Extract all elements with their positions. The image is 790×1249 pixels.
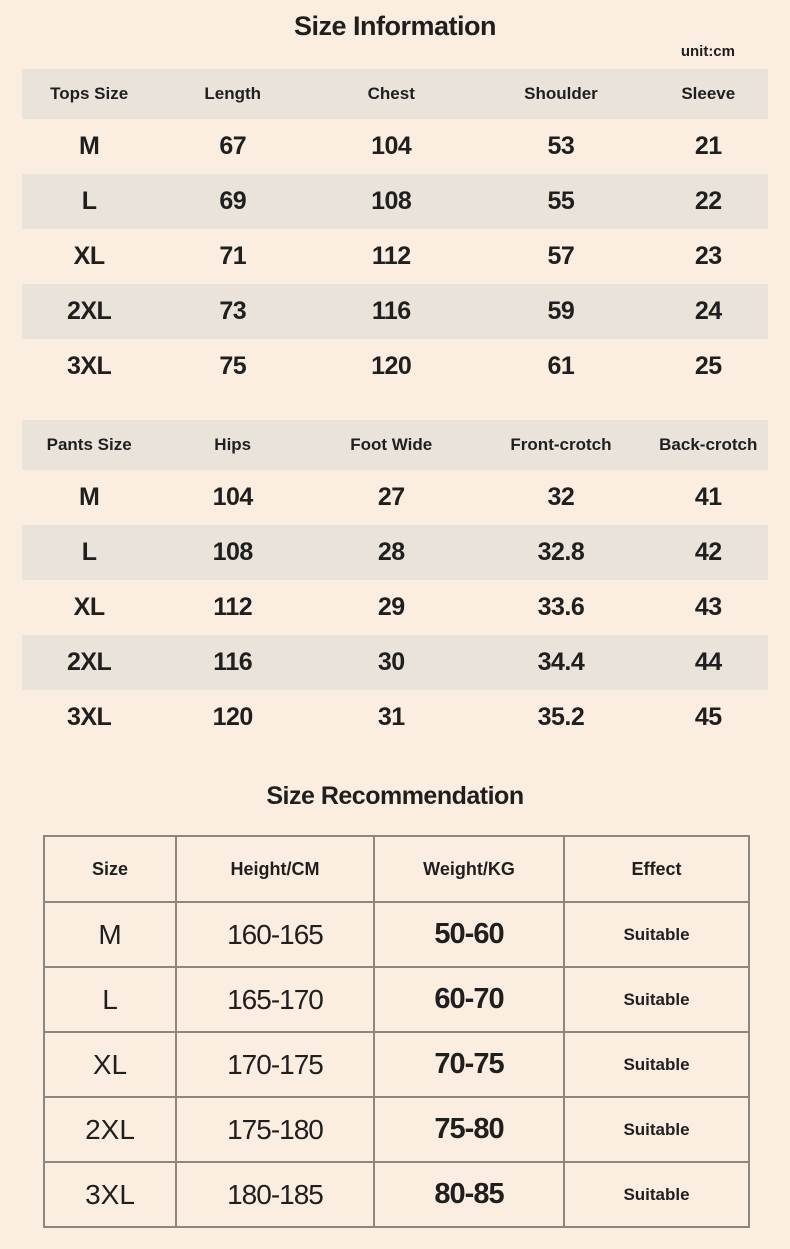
rec-header-size: Size: [44, 836, 176, 902]
value-cell: 112: [213, 593, 253, 622]
pants-header-size: Pants Size: [46, 435, 132, 455]
effect-cell: Suitable: [564, 1097, 749, 1162]
size-cell: XL: [73, 242, 105, 271]
size-cell: XL: [73, 593, 105, 622]
value-cell: 53: [547, 132, 575, 161]
weight-cell: 70-75: [374, 1032, 564, 1097]
rec-header-height: Height/CM: [176, 836, 374, 902]
value-cell: 61: [547, 352, 575, 381]
tops-header-length: Length: [204, 84, 262, 104]
value-cell: 55: [547, 187, 575, 216]
tops-header-sleeve: Sleeve: [681, 84, 736, 104]
value-cell: 22: [694, 187, 722, 216]
value-cell: 42: [694, 538, 722, 567]
tops-row-3xl: [22, 339, 768, 394]
value-cell: 28: [377, 538, 405, 567]
value-cell: 120: [371, 352, 412, 381]
size-cell: L: [81, 187, 97, 216]
size-cell: 3XL: [66, 703, 112, 732]
value-cell: 73: [219, 297, 247, 326]
value-cell: 30: [377, 648, 405, 677]
pants-header-hips: Hips: [214, 435, 252, 455]
value-cell: 104: [371, 132, 412, 161]
pants-row-3xl: [22, 690, 768, 745]
value-cell: 32: [547, 483, 575, 512]
recommendation-table: [43, 835, 750, 1228]
rec-row-2xl: [44, 1097, 749, 1162]
size-cell: M: [44, 902, 176, 967]
value-cell: 116: [371, 297, 411, 326]
height-cell: 180-185: [176, 1162, 374, 1227]
weight-cell: 50-60: [374, 902, 564, 967]
value-cell: 21: [694, 132, 722, 161]
size-recommendation-title: Size Recommendation: [266, 782, 524, 811]
effect-cell: Suitable: [564, 1162, 749, 1227]
rec-row-l: [44, 967, 749, 1032]
tops-row-l: [22, 174, 768, 229]
pants-row-m: [22, 470, 768, 525]
size-cell: 2XL: [66, 297, 112, 326]
value-cell: 67: [219, 132, 247, 161]
value-cell: 75: [219, 352, 247, 381]
size-cell: 3XL: [66, 352, 112, 381]
value-cell: 32.8: [537, 538, 585, 567]
pants-header-row: [22, 420, 768, 470]
pants-row-xl: [22, 580, 768, 635]
size-cell: XL: [44, 1032, 176, 1097]
value-cell: 25: [694, 352, 722, 381]
value-cell: 108: [371, 187, 412, 216]
tops-size-table: [22, 69, 768, 394]
weight-cell: 80-85: [374, 1162, 564, 1227]
size-cell: L: [81, 538, 97, 567]
value-cell: 45: [694, 703, 722, 732]
pants-header-back-crotch: Back-crotch: [659, 435, 758, 455]
rec-row-xl: [44, 1032, 749, 1097]
size-information-title: Size Information: [293, 11, 496, 41]
value-cell: 112: [371, 242, 411, 271]
value-cell: 33.6: [537, 593, 585, 622]
pants-header-front-crotch: Front-crotch: [510, 435, 612, 455]
value-cell: 31: [377, 703, 405, 732]
value-cell: 35.2: [537, 703, 585, 732]
tops-header-shoulder: Shoulder: [524, 84, 598, 104]
value-cell: 71: [219, 242, 247, 271]
value-cell: 116: [213, 648, 253, 677]
value-cell: 29: [377, 593, 405, 622]
recommendation-header-row: [44, 836, 749, 902]
height-cell: 170-175: [176, 1032, 374, 1097]
height-cell: 175-180: [176, 1097, 374, 1162]
value-cell: 34.4: [537, 648, 585, 677]
height-cell: 165-170: [176, 967, 374, 1032]
height-cell: 160-165: [176, 902, 374, 967]
rec-row-3xl: [44, 1162, 749, 1227]
rec-row-m: [44, 902, 749, 967]
size-cell: 3XL: [44, 1162, 176, 1227]
pants-size-table: [22, 420, 768, 745]
tops-row-xl: [22, 229, 768, 284]
size-cell: 2XL: [66, 648, 112, 677]
value-cell: 44: [694, 648, 722, 677]
value-cell: 41: [694, 483, 722, 512]
value-cell: 120: [212, 703, 253, 732]
effect-cell: Suitable: [564, 967, 749, 1032]
value-cell: 24: [694, 297, 722, 326]
pants-row-2xl: [22, 635, 768, 690]
effect-cell: Suitable: [564, 902, 749, 967]
size-cell: L: [44, 967, 176, 1032]
rec-header-weight: Weight/KG: [374, 836, 564, 902]
value-cell: 69: [219, 187, 247, 216]
value-cell: 57: [547, 242, 575, 271]
tops-header-size: Tops Size: [50, 84, 129, 104]
value-cell: 104: [212, 483, 253, 512]
rec-header-effect: Effect: [564, 836, 749, 902]
weight-cell: 75-80: [374, 1097, 564, 1162]
size-cell: M: [78, 483, 100, 512]
tops-header-chest: Chest: [367, 84, 415, 104]
tops-row-m: [22, 119, 768, 174]
tops-header-row: [22, 69, 768, 119]
weight-cell: 60-70: [374, 967, 564, 1032]
value-cell: 59: [547, 297, 575, 326]
value-cell: 108: [212, 538, 253, 567]
size-cell: 2XL: [44, 1097, 176, 1162]
pants-row-l: [22, 525, 768, 580]
pants-header-foot-wide: Foot Wide: [350, 435, 433, 455]
tops-row-2xl: [22, 284, 768, 339]
value-cell: 23: [694, 242, 722, 271]
value-cell: 43: [694, 593, 722, 622]
value-cell: 27: [377, 483, 405, 512]
unit-label: unit:cm: [680, 43, 735, 61]
effect-cell: Suitable: [564, 1032, 749, 1097]
size-cell: M: [78, 132, 100, 161]
